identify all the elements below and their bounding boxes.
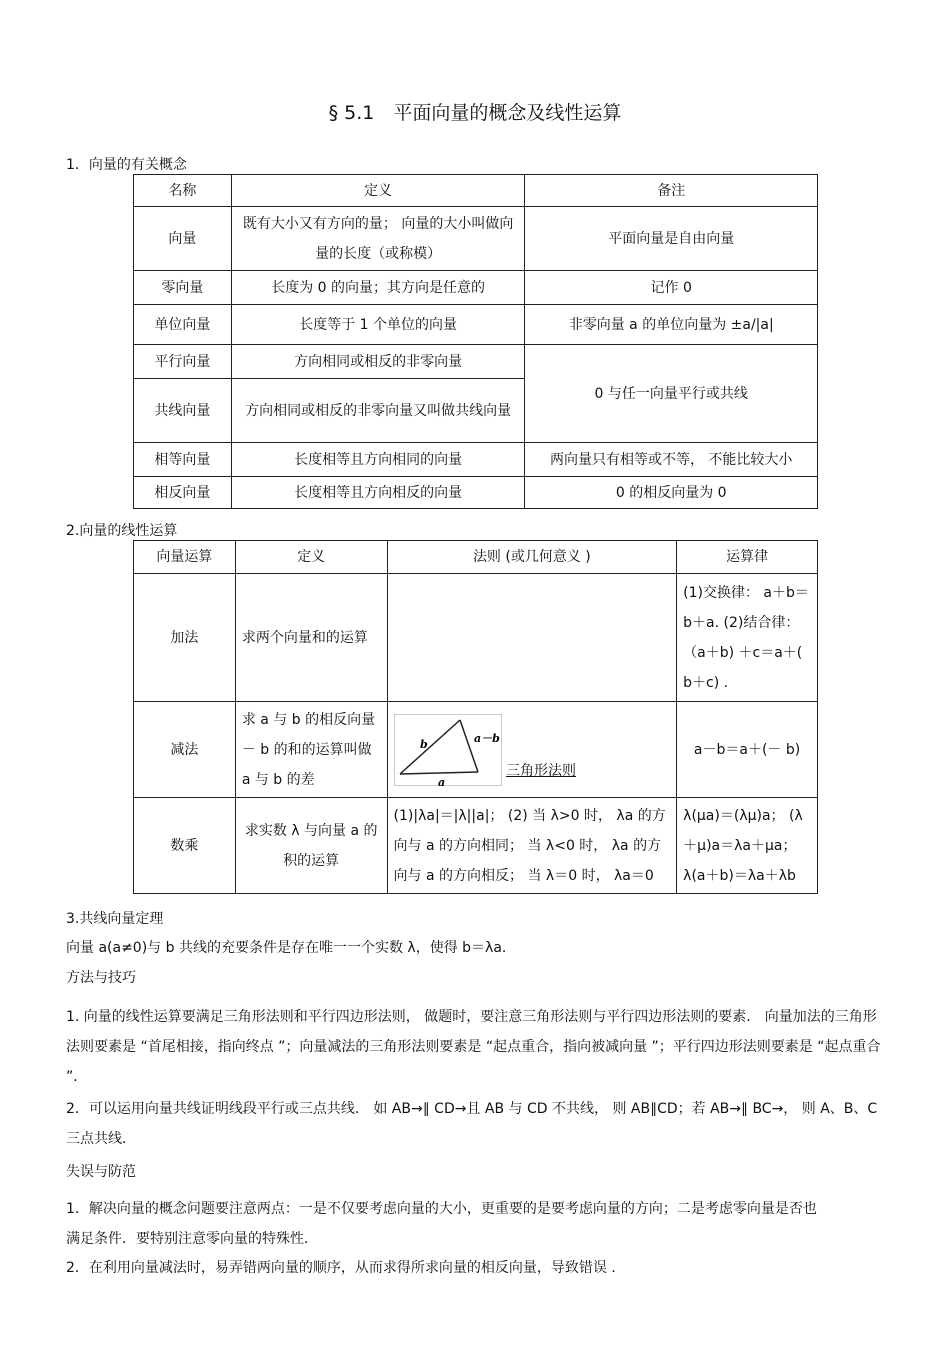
row-def: 方向相同或相反的非零向量又叫做共线向量 (231, 379, 525, 443)
row-note: 非零向量 a 的单位向量为 ±a/|a| (525, 305, 818, 345)
row-rule (387, 702, 677, 798)
section3-heading: 3.共线向量定理 (66, 911, 164, 927)
row-name: 数乘 (134, 798, 236, 894)
table-row (134, 271, 818, 305)
section2-heading: 2.向量的线性运算 (66, 523, 178, 539)
row-def: 既有大小又有方向的量； 向量的大小叫做向量的长度（或称模） (231, 207, 525, 271)
row-def: 求实数 λ 与向量 a 的积的运算 (235, 798, 387, 894)
triangle-rule-diagram (394, 714, 502, 786)
concept-table (133, 174, 818, 509)
row-name: 向量 (134, 207, 232, 271)
row-name: 加法 (134, 574, 236, 702)
row-def: 长度等于 1 个单位的向量 (231, 305, 525, 345)
row-law: a－b＝a＋(－ b) (677, 702, 818, 798)
row-note: 0 与任一向量平行或共线 (525, 345, 818, 443)
operation-table (133, 540, 818, 894)
table-row (134, 207, 818, 271)
header-name: 名称 (134, 175, 232, 207)
header-law: 运算律 (677, 541, 818, 574)
row-note: 记作 0 (525, 271, 818, 305)
header-note: 备注 (525, 175, 818, 207)
errors-item-1: 1．解决向量的概念问题要注意两点：一是不仅要考虑向量的大小，更重要的是要考虑向量的方向；二是考虑零向量是否也满足条件．要特别注意零向量的特殊性． (66, 1201, 817, 1247)
table-row (134, 477, 818, 509)
row-rule: (1)|λa|＝|λ||a|； (2) 当 λ>0 时， λa 的方向与 a 的方向相同； 当 λ<0 时， λa 的方向与 a 的方向相反； 当 λ＝0 时， λa＝0 (387, 798, 677, 894)
row-name: 相等向量 (134, 443, 232, 477)
header-def: 定义 (231, 175, 525, 207)
errors-heading: 失误与防范 (66, 1164, 136, 1180)
row-def: 长度相等且方向相同的向量 (231, 443, 525, 477)
table-row (134, 305, 818, 345)
section1-heading: 1．向量的有关概念 (66, 157, 187, 173)
row-name: 零向量 (134, 271, 232, 305)
methods-item-2: 2．可以运用向量共线证明线段平行或三点共线． 如 AB→∥ CD→且 AB 与 CD 不共线， 则 AB∥CD；若 AB→∥ BC→， 则 A、B、C 三点共线． (66, 1101, 878, 1147)
table-row (134, 798, 818, 894)
methods-heading: 方法与技巧 (66, 970, 136, 986)
header-rule: 法则 (或几何意义 ) (387, 541, 677, 574)
row-law: λ(μa)＝(λμ)a； (λ＋μ)a＝λa＋μa； λ(a＋b)＝λa＋λb (677, 798, 818, 894)
methods-item-1: 1. 向量的线性运算要满足三角形法则和平行四边形法则， 做题时，要注意三角形法则与平行四边形法则的要素． 向量加法的三角形法则要素是 “首尾相接，指向终点 ”；向量减法的三角形法则要素是 “起点重合，指向被减向量 ”；平行四边形法则要素是 “起点重合 ”． (66, 1009, 881, 1085)
table-row (134, 443, 818, 477)
page-title: § 5.1 平面向量的概念及线性运算 (328, 102, 622, 124)
row-def: 方向相同或相反的非零向量 (231, 345, 525, 379)
section3-text: 向量 a(a≠0)与 b 共线的充要条件是存在唯一一个实数 λ，使得 b＝λa. (66, 940, 507, 956)
row-name: 共线向量 (134, 379, 232, 443)
row-law: (1)交换律： a＋b＝b＋a. (2)结合律：（a＋b) ＋c＝a＋( b＋c) . (677, 574, 818, 702)
row-name: 减法 (134, 702, 236, 798)
row-note: 两向量只有相等或不等， 不能比较大小 (525, 443, 818, 477)
row-name: 平行向量 (134, 345, 232, 379)
header-def: 定义 (235, 541, 387, 574)
row-rule (387, 574, 677, 702)
header-op: 向量运算 (134, 541, 236, 574)
row-def: 求 a 与 b 的相反向量－ b 的和的运算叫做 a 与 b 的差 (235, 702, 387, 798)
row-note: 平面向量是自由向量 (525, 207, 818, 271)
row-name: 相反向量 (134, 477, 232, 509)
row-def: 长度为 0 的向量；其方向是任意的 (231, 271, 525, 305)
table-row (134, 345, 818, 379)
table-row (134, 574, 818, 702)
row-def: 长度相等且方向相反的向量 (231, 477, 525, 509)
triangle-rule-label: 三角形法则 (506, 762, 576, 779)
label-b: b (419, 737, 428, 751)
errors-item-2: 2．在利用向量减法时，易弄错两向量的顺序，从而求得所求向量的相反向量，导致错误 ． (66, 1260, 626, 1276)
label-a-minus-b: a－b (473, 731, 500, 745)
table-row (134, 702, 818, 798)
row-note: 0 的相反向量为 0 (525, 477, 818, 509)
row-name: 单位向量 (134, 305, 232, 345)
label-a: a (437, 775, 445, 786)
row-def: 求两个向量和的运算 (235, 574, 387, 702)
